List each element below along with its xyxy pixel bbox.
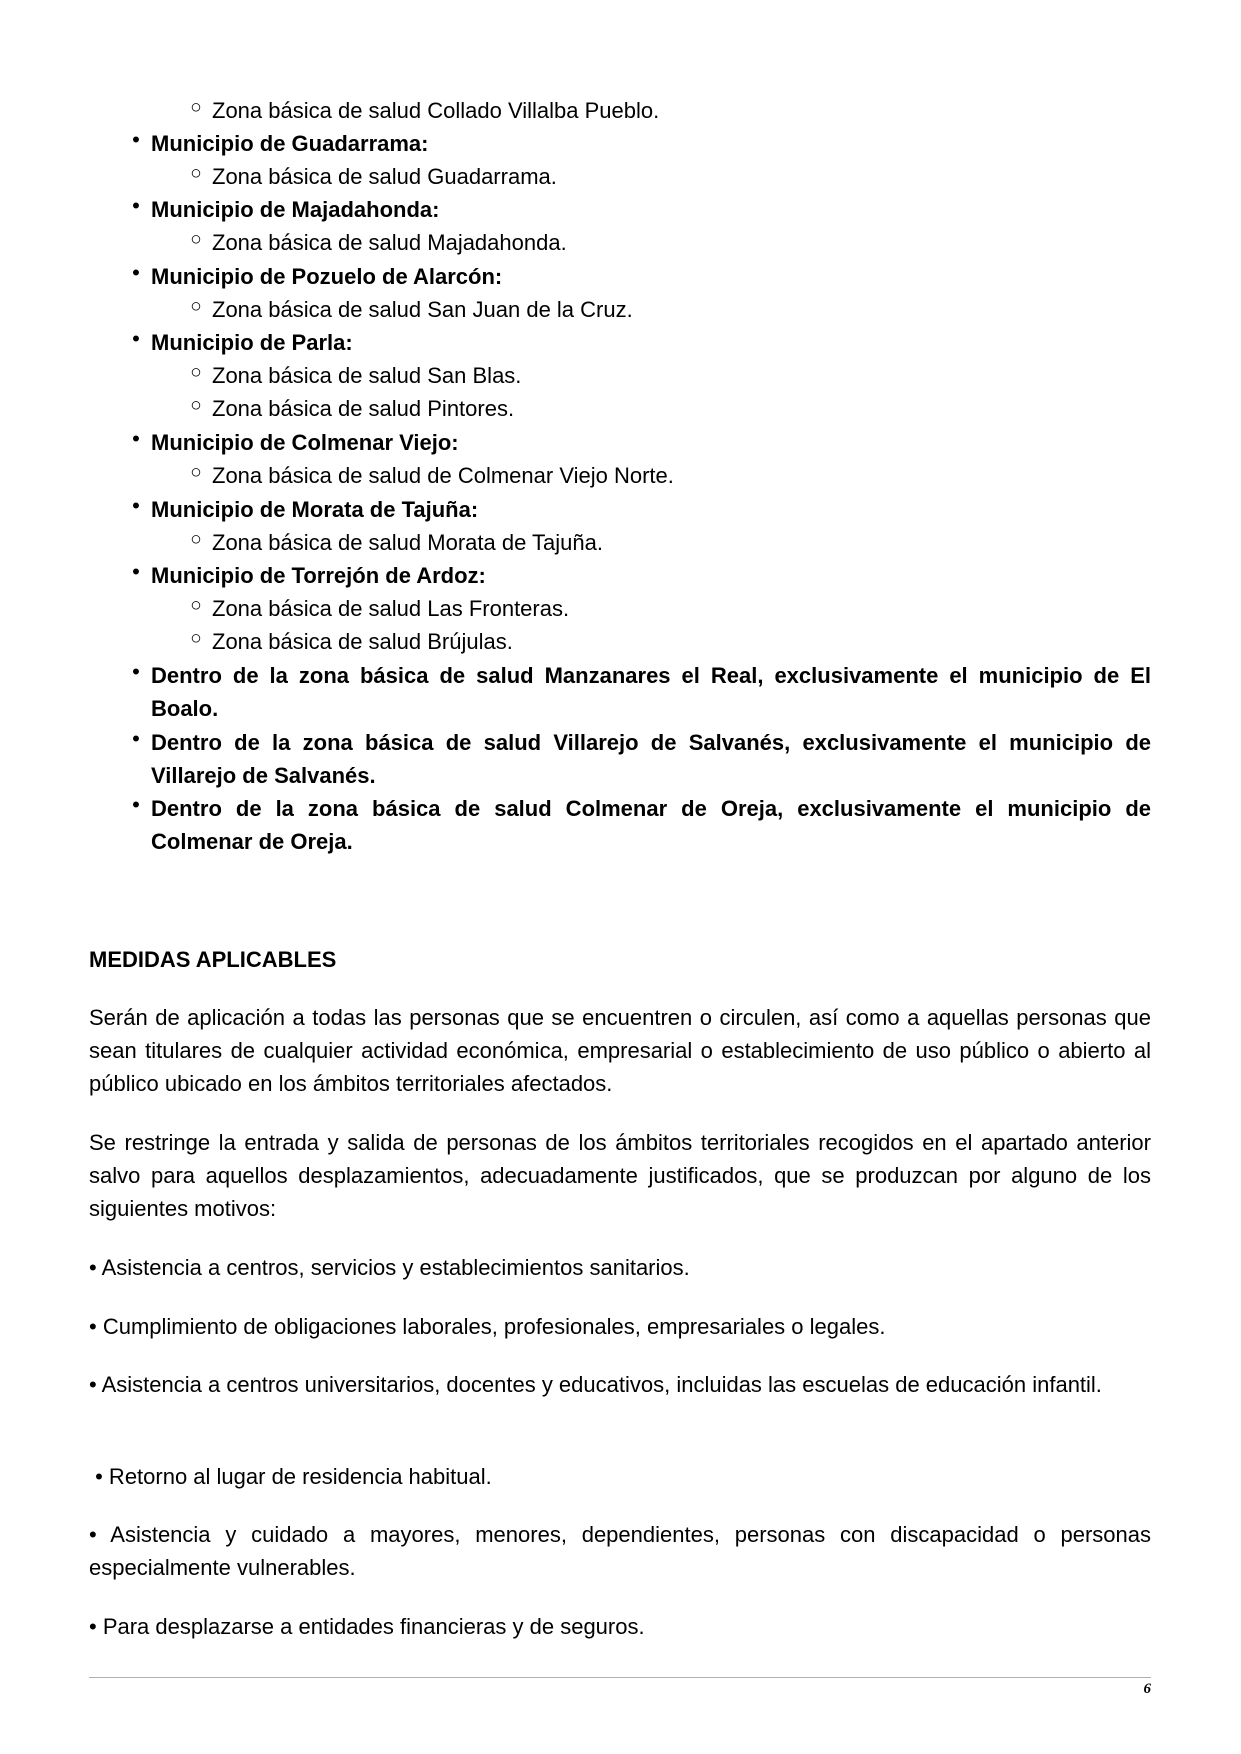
bullet-icon: • — [132, 493, 140, 518]
paragraph: Se restringe la entrada y salida de personas de los ámbitos territoriales recogidos en el apartado anterior salvo para aquellos desplazamientos, adecuadamente justificados, que se produzcan por alguno de los siguientes motivos: — [89, 1130, 1151, 1221]
list-item: Zona básica de salud Brújulas. — [212, 629, 513, 654]
list-item: Zona básica de salud de Colmenar Viejo Norte. — [212, 463, 674, 488]
list-item: Zona básica de salud San Juan de la Cruz. — [212, 297, 633, 322]
municipality-item: Municipio de Torrejón de Ardoz: — [151, 563, 486, 588]
list-item: Zona básica de salud San Blas. — [212, 363, 522, 388]
list-item: Zona básica de salud Guadarrama. — [212, 164, 557, 189]
bullet-icon: • — [132, 260, 140, 285]
sub-bullet-icon: ○ — [190, 97, 202, 118]
paragraph: Serán de aplicación a todas las personas que se encuentren o circulen, así como a aquellas personas que sean titulares de cualquier actividad económica, empresarial o establecimiento de uso público o abierto al público ubicado en los ámbitos territoriales afectados. — [89, 1005, 1151, 1096]
motive-item: • Para desplazarse a entidades financieras y de seguros. — [89, 1614, 645, 1639]
sub-bullet-icon: ○ — [190, 529, 202, 550]
municipality-item: Municipio de Parla: — [151, 330, 353, 355]
section-heading: MEDIDAS APLICABLES — [89, 947, 337, 972]
motive-item: • Asistencia a centros, servicios y establecimientos sanitarios. — [89, 1255, 690, 1280]
bullet-icon: • — [132, 193, 140, 218]
bullet-icon: • — [132, 426, 140, 451]
bullet-icon: • — [132, 326, 140, 351]
motive-item: • Retorno al lugar de residencia habitual. — [89, 1464, 492, 1489]
list-item: Zona básica de salud Majadahonda. — [212, 230, 567, 255]
list-item: Zona básica de salud Las Fronteras. — [212, 596, 570, 621]
motive-item: • Asistencia y cuidado a mayores, menores, dependientes, personas con discapacidad o personas especialmente vulnerables. — [89, 1522, 1151, 1580]
bullet-icon: • — [132, 726, 140, 751]
municipality-item: Municipio de Colmenar Viejo: — [151, 430, 459, 455]
sub-bullet-icon: ○ — [190, 362, 202, 383]
sub-bullet-icon: ○ — [190, 395, 202, 416]
sub-bullet-icon: ○ — [190, 229, 202, 250]
bullet-icon: • — [132, 127, 140, 152]
municipality-item: Municipio de Pozuelo de Alarcón: — [151, 264, 503, 289]
sub-bullet-icon: ○ — [190, 462, 202, 483]
municipality-item: Dentro de la zona básica de salud Colmenar de Oreja, exclusivamente el municipio de Colmenar de Oreja. — [151, 796, 1151, 854]
motive-item: • Cumplimiento de obligaciones laborales, profesionales, empresariales o legales. — [89, 1314, 886, 1339]
bullet-icon: • — [132, 559, 140, 584]
municipality-item: Dentro de la zona básica de salud Villarejo de Salvanés, exclusivamente el municipio de Villarejo de Salvanés. — [151, 730, 1151, 788]
footer-divider — [89, 1677, 1151, 1678]
sub-bullet-icon: ○ — [190, 628, 202, 649]
municipality-item: Dentro de la zona básica de salud Manzanares el Real, exclusivamente el municipio de El Boalo. — [151, 663, 1151, 721]
sub-bullet-icon: ○ — [190, 595, 202, 616]
list-item: Zona básica de salud Morata de Tajuña. — [212, 530, 603, 555]
list-item: Zona básica de salud Collado Villalba Pueblo. — [212, 98, 660, 123]
municipality-item: Municipio de Morata de Tajuña: — [151, 497, 479, 522]
sub-bullet-icon: ○ — [190, 163, 202, 184]
list-item: Zona básica de salud Pintores. — [212, 396, 515, 421]
motive-item: • Asistencia a centros universitarios, docentes y educativos, incluidas las escuelas de educación infantil. — [89, 1372, 1102, 1397]
municipality-item: Municipio de Guadarrama: — [151, 131, 429, 156]
sub-bullet-icon: ○ — [190, 296, 202, 317]
page-number: 6 — [1143, 1681, 1151, 1697]
bullet-icon: • — [132, 659, 140, 684]
municipality-item: Municipio de Majadahonda: — [151, 197, 440, 222]
bullet-icon: • — [132, 792, 140, 817]
